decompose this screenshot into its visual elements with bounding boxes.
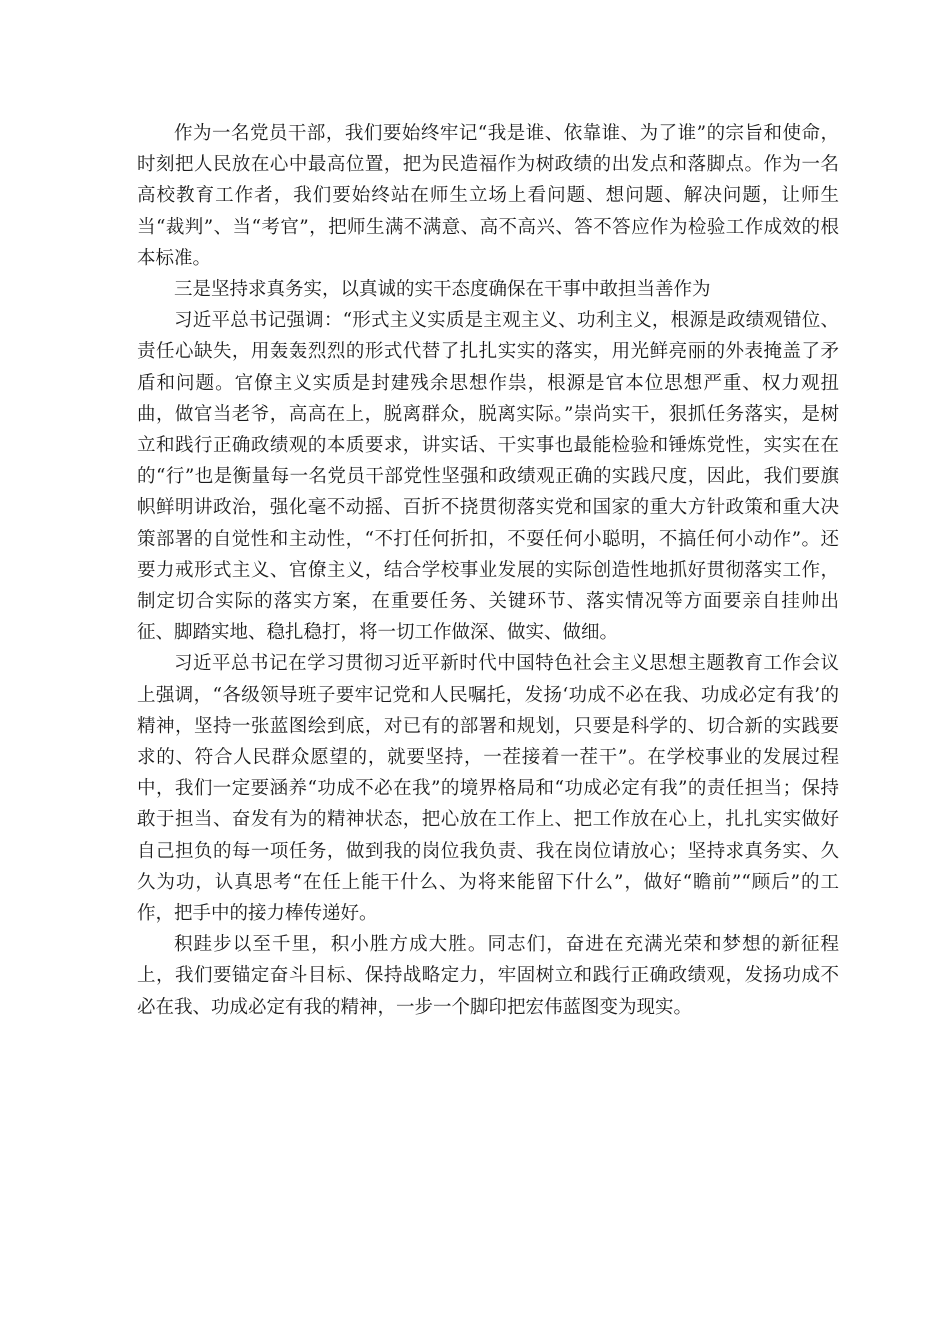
document-body [137, 118, 839, 1023]
paragraph-blueprint: 习近平总书记在学习贯彻习近平新时代中国特色社会主义思想主题教育工作会议上强调，“各级领导班子要牢记党和人民嘱托，发扬‘功成不必在我、功成必定有我’的精神，坚持一张蓝图绘到底，对已有的部署和规划，只要是科学的、切合新的实践要求的、符合人民群众愿望的，就要坚持，一茬接着一茬干”。在学校事业的发展过程中，我们一定要涵养“功成不必在我”的境界格局和“功成必定有我”的责任担当；保持敢于担当、奋发有为的精神状态，把心放在工作上、把工作放在心上，扎扎实实做好自己担负的每一项任务，做到我的岗位我负责、我在岗位请放心；坚持求真务实、久久为功，认真思考“在任上能干什么、为将来能留下什么”，做好“瞻前”“顾后”的工作，把手中的接力棒传递好。 [137, 653, 839, 925]
paragraph-mission: 作为一名党员干部，我们要始终牢记“我是谁、依靠谁、为了谁”的宗旨和使命，时刻把人民放在心中最高位置，把为民造福作为树政绩的出发点和落脚点。作为一名高校教育工作者，我们要始终站在师生立场上看问题、想问题、解决问题，让师生当“裁判”、当“考官”，把师生满不满意、高不高兴、答不答应作为检验工作成效的根本标准。 [137, 123, 839, 269]
section-heading-three: 三是坚持求真务实，以真诚的实干态度确保在干事中敢担当善作为 [174, 279, 711, 301]
paragraph-formalism: 习近平总书记强调：“形式主义实质是主观主义、功利主义，根源是政绩观错位、责任心缺失，用轰轰烈烈的形式代替了扎扎实实的落实，用光鲜亮丽的外表掩盖了矛盾和问题。官僚主义实质是封建残余思想作祟，根源是官本位思想严重、权力观扭曲，做官当老爷，高高在上，脱离群众，脱离实际。”崇尚实干，狠抓任务落实，是树立和践行正确政绩观的本质要求，讲实话、干实事也最能检验和锤炼党性，实实在在的“行”也是衡量每一名党员干部党性坚强和政绩观正确的实践尺度，因此，我们要旗帜鲜明讲政治，强化毫不动摇、百折不挠贯彻落实党和国家的重大方针政策和重大决策部署的自觉性和主动性，“不打任何折扣，不耍任何小聪明，不搞任何小动作”。还要力戒形式主义、官僚主义，结合学校事业发展的实际创造性地抓好贯彻落实工作，制定切合实际的落实方案，在重要任务、关键环节、落实情况等方面要亲自挂帅出征、脚踏实地、稳扎稳打，将一切工作做深、做实、做细。 [137, 310, 839, 644]
paragraph-closing: 积跬步以至千里，积小胜方成大胜。同志们，奋进在充满光荣和梦想的新征程上，我们要锚定奋斗目标、保持战略定力，牢固树立和践行正确政绩观，发扬功成不必在我、功成必定有我的精神，一步一个脚印把宏伟蓝图变为现实。 [137, 934, 839, 1018]
